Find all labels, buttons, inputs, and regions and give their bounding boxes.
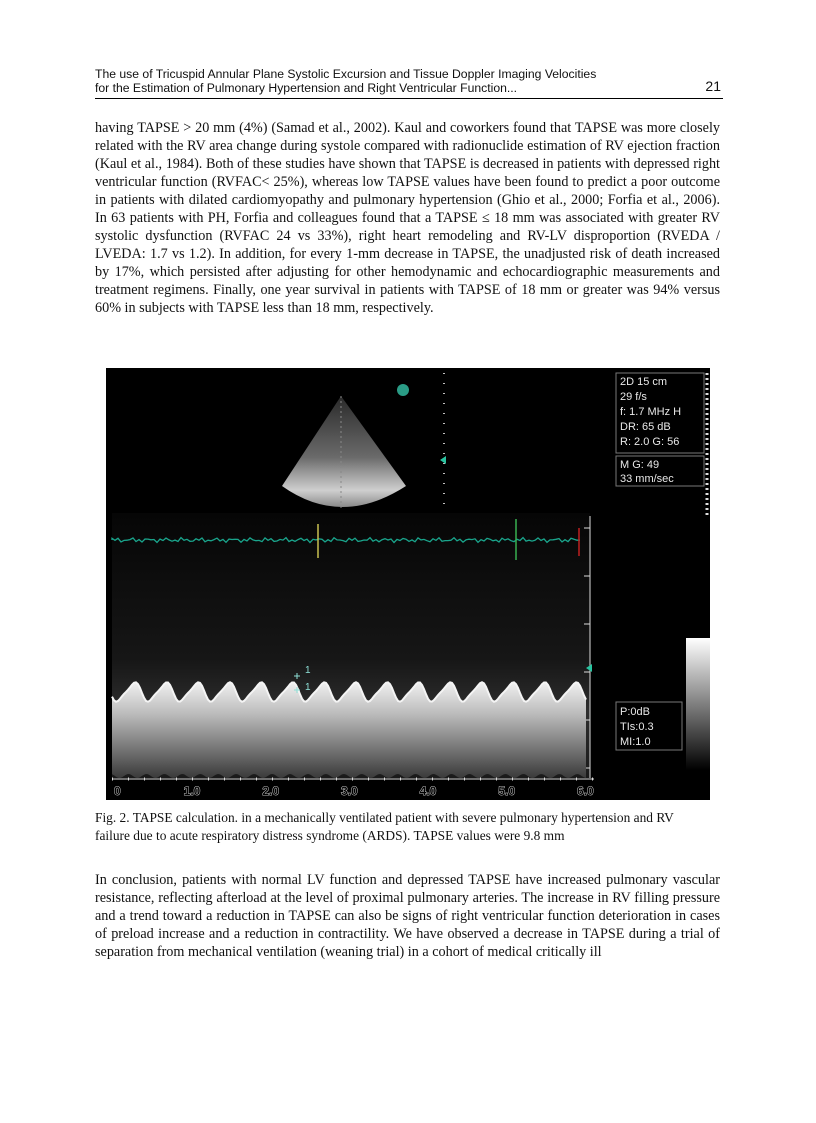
time-axis-label: 6.0	[577, 784, 594, 798]
time-axis-label: 0	[114, 784, 121, 798]
running-title-line-1: The use of Tricuspid Annular Plane Systolic Excursion and Tissue Doppler Imaging Velocities	[95, 67, 597, 81]
body-paragraph-2: In conclusion, patients with normal LV function and depressed TAPSE have increased pulmonary vascular resistance, reflecting afterload at the level of proximal pulmonary arteries. The increase in RV filling pressure and a trend toward a reduction in TAPSE can also be signs of right ventricular function deterioration in cases of preload increase and a reduction in contractility. We have observed a decrease in TAPSE during a trial of separation from mechanical ventilation (weaning trial) in a cohort of medical critically ill	[95, 872, 720, 960]
time-axis-label: 5.0	[498, 784, 516, 798]
grayscale-bar	[686, 638, 710, 770]
body-paragraph-1: having TAPSE > 20 mm (4%) (Samad et al., 2002). Kaul and coworkers found that TAPSE was more closely related with the RV area change during systole compared with radionuclide estimation of RV ejection fraction (Kaul et al., 1984). Both of these studies have shown that TAPSE is decreased in patients with depressed right ventricular function (RVFAC< 25%), whereas low TAPSE values have been found to predict a poor outcome in patients with dilated cardiomyopathy and pulmonary hypertension (Ghio et al., 2000; Forfia et al., 2006). In 63 patients with PH, Forfia and colleagues found that a TAPSE ≤ 18 mm was associated with greater RV systolic dysfunction (RVFAC 24 vs 33%), right heart remodeling and RV-LV disproportion (RVEDA / LVEDA: 1.7 vs 1.2). In addition, for every 1-mm decrease in TAPSE, the unadjusted risk of death increased by 17%, which persisted after adjusting for other hemodynamic and echocardiographic measurements and treatment regimens. Finally, one year survival in patients with TAPSE of 18 mm or greater was 94% versus 60% in subjects with TAPSE less than 18 mm, respectively.	[95, 120, 720, 316]
setting-sweep-speed: 33 mm/sec	[620, 473, 674, 485]
setting-depth: 2D 15 cm	[620, 376, 668, 388]
caliper-label-2: 1	[305, 682, 311, 693]
echo-image	[106, 368, 710, 800]
time-axis-label: 3.0	[341, 784, 358, 798]
setting-power: P:0dB	[620, 706, 650, 718]
setting-framerate: 29 f/s	[620, 391, 647, 403]
page-number: 21	[705, 78, 721, 94]
setting-dynamic-range: DR: 65 dB	[620, 421, 671, 433]
probe-orientation-dot	[397, 384, 409, 396]
echocardiogram-figure	[106, 368, 710, 800]
figure-caption: Fig. 2. TAPSE calculation. in a mechanically ventilated patient with severe pulmonary hypertension and RV failure due to acute respiratory distress syndrome (ARDS). TAPSE values were 9.8 mm	[95, 810, 674, 843]
time-axis	[106, 778, 600, 800]
setting-tis: TIs:0.3	[620, 721, 654, 733]
caliper-label-1: 1	[305, 665, 311, 676]
time-axis-label: 4.0	[419, 784, 437, 798]
setting-mi: MI:1.0	[620, 736, 651, 748]
time-axis-label: 2.0	[262, 784, 280, 798]
running-title-line-2: for the Estimation of Pulmonary Hypertension and Right Ventricular Function...	[95, 81, 518, 95]
setting-resolution-gain: R: 2.0 G: 56	[620, 436, 680, 448]
setting-mmode-gain: M G: 49	[620, 459, 660, 471]
setting-frequency: f: 1.7 MHz H	[620, 406, 682, 418]
running-title	[95, 67, 596, 95]
running-header	[95, 67, 723, 99]
time-axis-label: 1.0	[183, 784, 201, 798]
